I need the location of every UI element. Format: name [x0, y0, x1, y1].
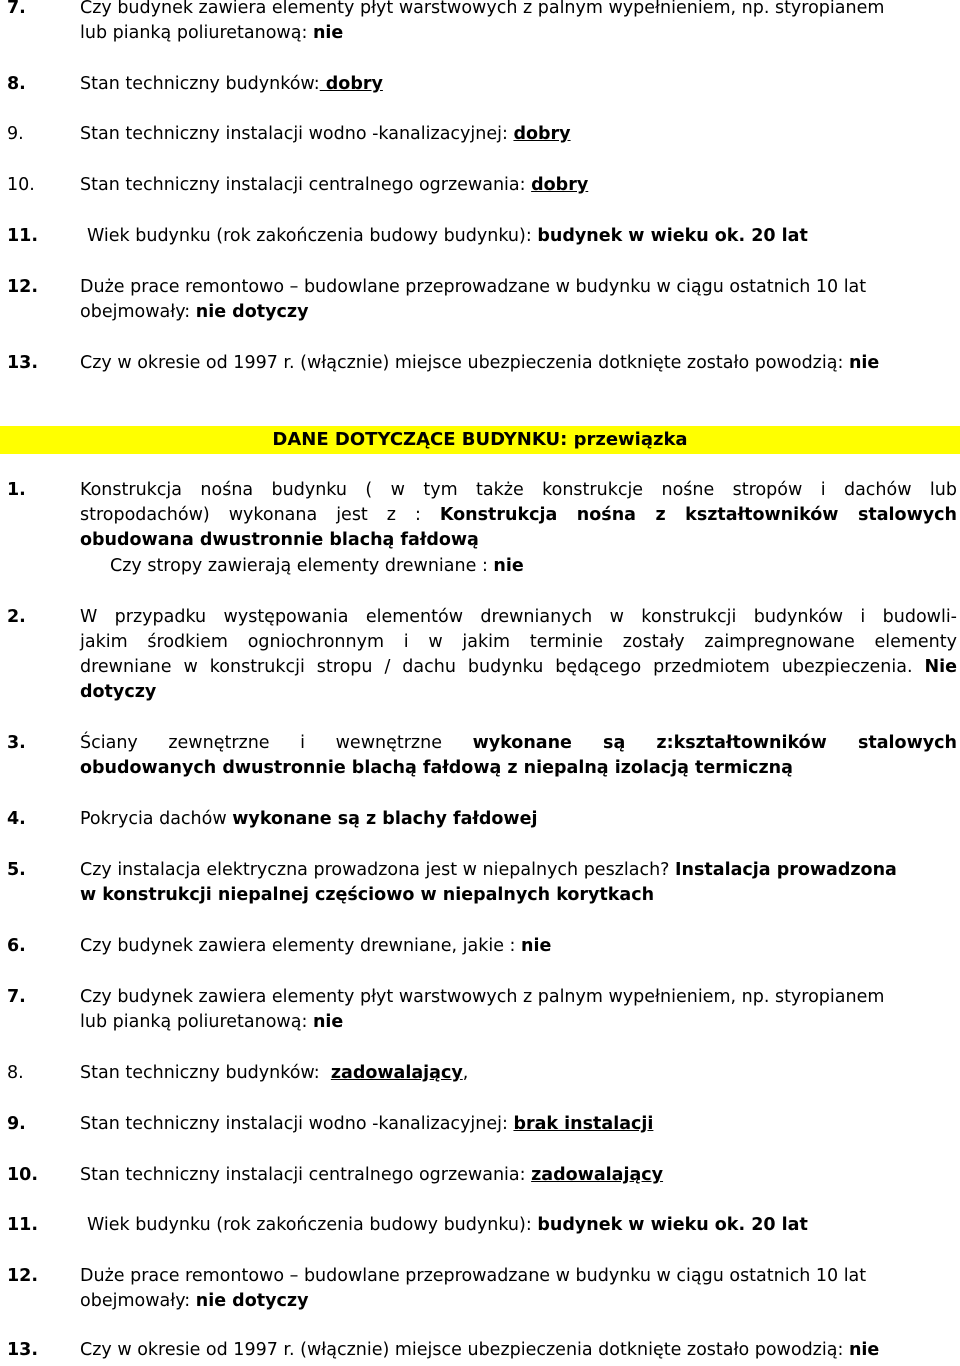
- item-answer: budynek w wieku ok. 20 lat: [537, 1215, 808, 1235]
- top-item-10: [7, 173, 957, 198]
- item-number: 8.: [7, 1063, 24, 1083]
- item-answer: nie dotyczy: [195, 302, 309, 322]
- item-answer: nie: [312, 1012, 344, 1032]
- item-text-line2: lub pianką poliuretanową:: [80, 23, 308, 43]
- item-number: 4.: [7, 809, 26, 829]
- item-text: Czy budynek zawiera elementy płyt warstwowych z palnym wypełnieniem, np. styropianem: [80, 987, 885, 1007]
- item-answer-line4: dotyczy: [80, 682, 157, 702]
- item-number: 13.: [7, 1340, 39, 1360]
- bottom-item-4: [7, 807, 957, 832]
- section-banner: DANE DOTYCZĄCE BUDYNKU: przewiązka: [0, 426, 960, 454]
- bottom-item-9: [7, 1112, 957, 1137]
- item-answer: budynek w wieku ok. 20 lat: [537, 226, 808, 246]
- item-answer: nie: [312, 23, 344, 43]
- item-text: Stan techniczny instalacji centralnego ogrzewania:: [80, 175, 526, 195]
- item-text: Czy w okresie od 1997 r. (włącznie) miejsce ubezpieczenia dotknięte zostało powodzią:: [80, 1340, 844, 1360]
- item-answer: nie: [848, 1340, 880, 1360]
- item-number: 12.: [7, 1266, 39, 1286]
- item-number: 3.: [7, 733, 26, 753]
- item-number: 11.: [7, 226, 39, 246]
- item-answer: nie: [848, 353, 880, 373]
- item-answer: dobry: [319, 74, 383, 94]
- item-answer: zadowalający: [531, 1165, 664, 1185]
- item-number: 10.: [7, 175, 35, 195]
- item-number: 1.: [7, 480, 26, 500]
- item-text: Wiek budynku (rok zakończenia budowy budynku):: [87, 1215, 532, 1235]
- item-text-line2: obejmowały:: [80, 1291, 191, 1311]
- item-text-line1: W przypadku występowania elementów drewnianych w konstrukcji budynków i budowli-: [80, 607, 957, 627]
- bottom-item-3: [7, 731, 957, 781]
- item-text: Stan techniczny budynków:: [80, 74, 320, 94]
- bottom-item-7: [7, 985, 957, 1035]
- item-answer-line2: w konstrukcji niepalnej częściowo w niepalnych korytkach: [80, 885, 655, 905]
- item-number: 9.: [7, 1114, 26, 1134]
- item-answer: nie dotyczy: [195, 1291, 309, 1311]
- item-text-line2: obejmowały:: [80, 302, 191, 322]
- item-answer: Konstrukcja nośna z kształtowników stalowych: [439, 505, 957, 525]
- item-answer: nie: [521, 936, 552, 956]
- item-answer-line2: obudowanych dwustronnie blachą fałdową z niepalną izolacją termiczną: [80, 758, 793, 778]
- item-text: Pokrycia dachów: [80, 809, 227, 829]
- item-answer: dobry: [513, 124, 571, 144]
- item-text: Czy budynek zawiera elementy płyt warstwowych z palnym wypełnieniem, np. styropianem: [80, 0, 885, 18]
- item-text: Stan techniczny instalacji centralnego ogrzewania:: [80, 1165, 526, 1185]
- bottom-item-10: [7, 1163, 957, 1188]
- item-answer: dobry: [531, 175, 589, 195]
- item-text-line1: Konstrukcja nośna budynku ( w tym także konstrukcje nośne stropów i dachów lub: [80, 480, 957, 500]
- bottom-item-13: [7, 1338, 957, 1363]
- bottom-item-6: [7, 934, 957, 959]
- item-text: Stan techniczny instalacji wodno -kanalizacyjnej:: [80, 1114, 508, 1134]
- item-text-line2: lub pianką poliuretanową:: [80, 1012, 308, 1032]
- item-text: Stan techniczny budynków:: [80, 1063, 320, 1083]
- top-item-8: [7, 72, 957, 97]
- question-answer: nie: [493, 556, 524, 576]
- top-item-13: [7, 351, 957, 376]
- top-item-9: [7, 122, 957, 147]
- item-number: 10.: [7, 1165, 39, 1185]
- item-answer: Nie: [924, 657, 957, 677]
- item-answer: wykonane są z:kształtowników stalowych: [472, 733, 957, 753]
- item-text: Duże prace remontowo – budowlane przeprowadzane w budynku w ciągu ostatnich 10 lat: [80, 277, 867, 297]
- item-text: Czy instalacja elektryczna prowadzona jest w niepalnych peszlach?: [80, 860, 670, 880]
- item-answer: Instalacja prowadzona: [675, 860, 897, 880]
- item-suffix: ,: [462, 1063, 469, 1083]
- item-text-line3: drewniane w konstrukcji stropu / dachu budynku będącego przedmiotem ubezpieczenia.: [80, 657, 913, 677]
- item-text: Czy budynek zawiera elementy drewniane, jakie :: [80, 936, 516, 956]
- item-number: 6.: [7, 936, 26, 956]
- item-text-line2: stropodachów) wykonana jest z :: [80, 505, 421, 525]
- item-number: 12.: [7, 277, 39, 297]
- item-text: Ściany zewnętrzne i wewnętrzne: [80, 733, 442, 753]
- item-answer: zadowalający: [330, 1063, 463, 1083]
- question-text: Czy stropy zawierają elementy drewniane :: [110, 556, 488, 576]
- item-text-line2: jakim środkiem ogniochronnym i w jakim terminie zostały zaimpregnowane elementy: [80, 632, 957, 652]
- item-answer: wykonane są z blachy fałdowej: [232, 809, 538, 829]
- item-answer: brak instalacji: [513, 1114, 654, 1134]
- top-item-11: [7, 224, 957, 249]
- item-number: 2.: [7, 607, 26, 627]
- item-text: Czy w okresie od 1997 r. (włącznie) miejsce ubezpieczenia dotknięte zostało powodzią:: [80, 353, 844, 373]
- item-text: Duże prace remontowo – budowlane przeprowadzane w budynku w ciągu ostatnich 10 lat: [80, 1266, 867, 1286]
- item-number: 9.: [7, 124, 24, 144]
- bottom-item-12: [7, 1264, 957, 1314]
- item-number: 7.: [7, 987, 26, 1007]
- bottom-item-11: [7, 1213, 957, 1238]
- item-number: 8.: [7, 74, 26, 94]
- item-number: 11.: [7, 1215, 39, 1235]
- item-number: 13.: [7, 353, 39, 373]
- bottom-item-1: [7, 478, 957, 553]
- top-item-7: [7, 0, 957, 46]
- bottom-item-5: [7, 858, 957, 908]
- item-text: Stan techniczny instalacji wodno -kanalizacyjnej:: [80, 124, 508, 144]
- item-text: Wiek budynku (rok zakończenia budowy budynku):: [87, 226, 532, 246]
- bottom-item-8: [7, 1061, 957, 1086]
- wood-ceiling-question: [110, 554, 524, 579]
- item-number: 5.: [7, 860, 26, 880]
- bottom-item-2: [7, 605, 957, 705]
- item-answer-line3: obudowana dwustronnie blachą fałdową: [80, 530, 479, 550]
- item-number: 7.: [7, 0, 26, 18]
- top-item-12: [7, 275, 957, 325]
